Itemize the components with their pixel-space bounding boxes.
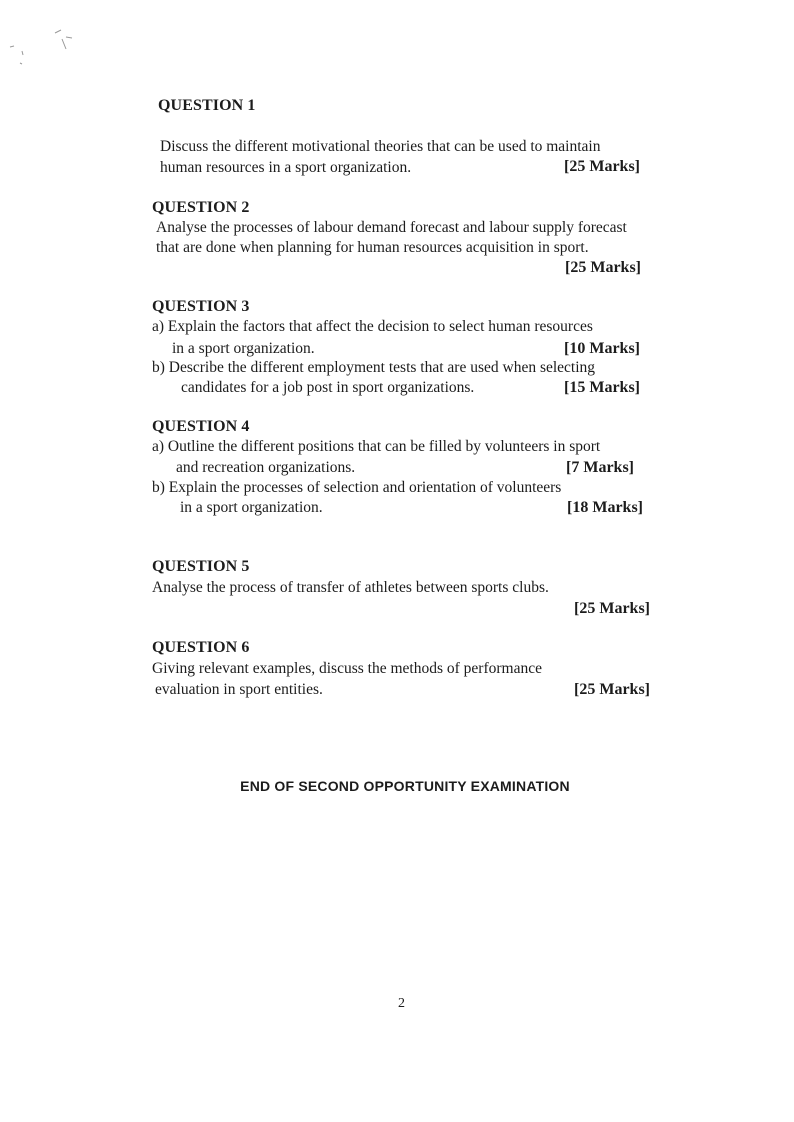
page-number: 2 <box>398 996 405 1011</box>
question-4b-text-line2: in a sport organization. <box>180 499 323 516</box>
end-of-exam-footer: END OF SECOND OPPORTUNITY EXAMINATION <box>240 778 570 794</box>
scan-artifact-marks <box>0 25 90 70</box>
question-3-title: QUESTION 3 <box>152 298 250 315</box>
question-4b-text-line1: b) Explain the processes of selection and orientation of volunteers <box>152 479 562 496</box>
question-3a-marks: [10 Marks] <box>564 340 640 357</box>
question-1-title: QUESTION 1 <box>158 97 256 114</box>
question-5-text-line1: Analyse the process of transfer of athletes between sports clubs. <box>152 579 549 596</box>
question-6-text-line2: evaluation in sport entities. <box>155 681 323 698</box>
question-1-marks: [25 Marks] <box>564 158 640 175</box>
question-4a-text-line1: a) Outline the different positions that can be filled by volunteers in sport <box>152 438 601 455</box>
question-5-title: QUESTION 5 <box>152 558 250 575</box>
question-1-text-line2: human resources in a sport organization. <box>160 159 412 176</box>
question-2-text-line2: that are done when planning for human resources acquisition in sport. <box>156 239 589 256</box>
question-3a-text-line2: in a sport organization. <box>172 340 315 357</box>
question-5-marks: [25 Marks] <box>574 600 650 617</box>
question-3b-text-line1: b) Describe the different employment tests that are used when selecting <box>152 359 596 376</box>
question-2-title: QUESTION 2 <box>152 199 250 216</box>
question-4a-marks: [7 Marks] <box>566 459 634 476</box>
question-3b-text-line2: candidates for a job post in sport organizations. <box>181 379 475 396</box>
question-4b-marks: [18 Marks] <box>567 499 643 516</box>
question-4-title: QUESTION 4 <box>152 418 250 435</box>
question-6-title: QUESTION 6 <box>152 639 250 656</box>
question-3a-text-line1: a) Explain the factors that affect the decision to select human resources <box>152 318 593 335</box>
question-6-text-line1: Giving relevant examples, discuss the methods of performance <box>152 660 542 677</box>
question-4a-text-line2: and recreation organizations. <box>176 459 356 476</box>
question-6-marks: [25 Marks] <box>574 681 650 698</box>
question-3b-marks: [15 Marks] <box>564 379 640 396</box>
question-2-marks: [25 Marks] <box>565 259 641 276</box>
question-1-text-line1: Discuss the different motivational theories that can be used to maintain <box>160 138 601 155</box>
question-2-text-line1: Analyse the processes of labour demand forecast and labour supply forecast <box>156 219 627 236</box>
